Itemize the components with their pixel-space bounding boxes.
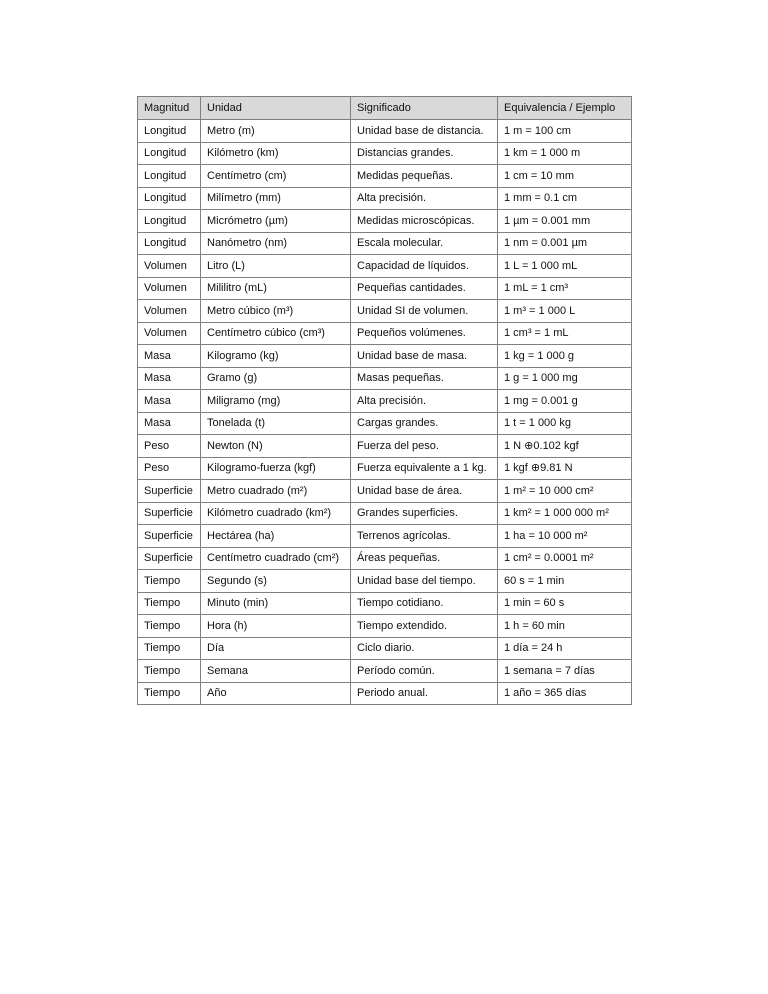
cell-significado: Fuerza equivalente a 1 kg. bbox=[351, 457, 498, 480]
cell-equivalencia: 1 kg = 1 000 g bbox=[498, 345, 632, 368]
cell-magnitud: Tiempo bbox=[138, 592, 201, 615]
table-row bbox=[138, 615, 632, 638]
cell-magnitud: Tiempo bbox=[138, 682, 201, 705]
cell-significado: Terrenos agrícolas. bbox=[351, 525, 498, 548]
cell-unidad: Milímetro (mm) bbox=[201, 187, 351, 210]
cell-significado: Pequeños volúmenes. bbox=[351, 322, 498, 345]
cell-significado: Unidad base de distancia. bbox=[351, 120, 498, 143]
cell-magnitud: Longitud bbox=[138, 120, 201, 143]
table-row bbox=[138, 142, 632, 165]
table-row bbox=[138, 570, 632, 593]
cell-magnitud: Longitud bbox=[138, 232, 201, 255]
cell-equivalencia: 1 mm = 0.1 cm bbox=[498, 187, 632, 210]
cell-equivalencia: 1 h = 60 min bbox=[498, 615, 632, 638]
cell-magnitud: Superficie bbox=[138, 502, 201, 525]
header-magnitud: Magnitud bbox=[138, 97, 201, 120]
cell-equivalencia: 1 año = 365 días bbox=[498, 682, 632, 705]
cell-magnitud: Peso bbox=[138, 457, 201, 480]
header-significado: Significado bbox=[351, 97, 498, 120]
cell-unidad: Kilogramo-fuerza (kgf) bbox=[201, 457, 351, 480]
cell-magnitud: Masa bbox=[138, 390, 201, 413]
cell-significado: Grandes superficies. bbox=[351, 502, 498, 525]
cell-magnitud: Tiempo bbox=[138, 637, 201, 660]
cell-unidad: Minuto (min) bbox=[201, 592, 351, 615]
cell-magnitud: Tiempo bbox=[138, 615, 201, 638]
cell-significado: Tiempo extendido. bbox=[351, 615, 498, 638]
table-row bbox=[138, 345, 632, 368]
cell-significado: Unidad SI de volumen. bbox=[351, 300, 498, 323]
table-row bbox=[138, 547, 632, 570]
table-body bbox=[138, 120, 632, 705]
cell-unidad: Newton (N) bbox=[201, 435, 351, 458]
table-row bbox=[138, 412, 632, 435]
cell-magnitud: Longitud bbox=[138, 187, 201, 210]
cell-unidad: Mililitro (mL) bbox=[201, 277, 351, 300]
table-row bbox=[138, 255, 632, 278]
cell-significado: Masas pequeñas. bbox=[351, 367, 498, 390]
table-row bbox=[138, 277, 632, 300]
table-row bbox=[138, 187, 632, 210]
cell-equivalencia: 1 m² = 10 000 cm² bbox=[498, 480, 632, 503]
table-row bbox=[138, 457, 632, 480]
cell-magnitud: Masa bbox=[138, 345, 201, 368]
cell-magnitud: Superficie bbox=[138, 525, 201, 548]
cell-equivalencia: 1 kgf ⊕9.81 N bbox=[498, 457, 632, 480]
table-row bbox=[138, 435, 632, 458]
cell-magnitud: Longitud bbox=[138, 142, 201, 165]
cell-equivalencia: 1 día = 24 h bbox=[498, 637, 632, 660]
cell-equivalencia: 1 g = 1 000 mg bbox=[498, 367, 632, 390]
cell-significado: Período común. bbox=[351, 660, 498, 683]
cell-equivalencia: 60 s = 1 min bbox=[498, 570, 632, 593]
cell-magnitud: Volumen bbox=[138, 300, 201, 323]
cell-unidad: Metro cuadrado (m²) bbox=[201, 480, 351, 503]
cell-equivalencia: 1 ha = 10 000 m² bbox=[498, 525, 632, 548]
table-row bbox=[138, 525, 632, 548]
cell-unidad: Año bbox=[201, 682, 351, 705]
cell-equivalencia: 1 nm = 0.001 µm bbox=[498, 232, 632, 255]
table-row bbox=[138, 210, 632, 233]
cell-significado: Distancias grandes. bbox=[351, 142, 498, 165]
cell-magnitud: Superficie bbox=[138, 547, 201, 570]
table-row bbox=[138, 120, 632, 143]
table-row bbox=[138, 637, 632, 660]
cell-equivalencia: 1 mL = 1 cm³ bbox=[498, 277, 632, 300]
cell-unidad: Miligramo (mg) bbox=[201, 390, 351, 413]
cell-unidad: Nanómetro (nm) bbox=[201, 232, 351, 255]
table-header bbox=[138, 97, 632, 120]
cell-unidad: Kilogramo (kg) bbox=[201, 345, 351, 368]
cell-unidad: Centímetro cúbico (cm³) bbox=[201, 322, 351, 345]
cell-unidad: Hora (h) bbox=[201, 615, 351, 638]
cell-unidad: Hectárea (ha) bbox=[201, 525, 351, 548]
table-row bbox=[138, 300, 632, 323]
cell-magnitud: Tiempo bbox=[138, 570, 201, 593]
cell-significado: Fuerza del peso. bbox=[351, 435, 498, 458]
cell-equivalencia: 1 m³ = 1 000 L bbox=[498, 300, 632, 323]
cell-equivalencia: 1 cm³ = 1 mL bbox=[498, 322, 632, 345]
cell-significado: Escala molecular. bbox=[351, 232, 498, 255]
cell-equivalencia: 1 mg = 0.001 g bbox=[498, 390, 632, 413]
cell-unidad: Kilómetro cuadrado (km²) bbox=[201, 502, 351, 525]
cell-equivalencia: 1 N ⊕0.102 kgf bbox=[498, 435, 632, 458]
cell-significado: Tiempo cotidiano. bbox=[351, 592, 498, 615]
cell-equivalencia: 1 t = 1 000 kg bbox=[498, 412, 632, 435]
cell-unidad: Kilómetro (km) bbox=[201, 142, 351, 165]
cell-significado: Áreas pequeñas. bbox=[351, 547, 498, 570]
cell-equivalencia: 1 m = 100 cm bbox=[498, 120, 632, 143]
cell-magnitud: Masa bbox=[138, 412, 201, 435]
table-row bbox=[138, 592, 632, 615]
cell-unidad: Centímetro cuadrado (cm²) bbox=[201, 547, 351, 570]
cell-magnitud: Volumen bbox=[138, 255, 201, 278]
table-row bbox=[138, 480, 632, 503]
cell-magnitud: Peso bbox=[138, 435, 201, 458]
table-row bbox=[138, 502, 632, 525]
cell-significado: Pequeñas cantidades. bbox=[351, 277, 498, 300]
cell-magnitud: Volumen bbox=[138, 322, 201, 345]
cell-magnitud: Volumen bbox=[138, 277, 201, 300]
table-row bbox=[138, 322, 632, 345]
header-equivalencia: Equivalencia / Ejemplo bbox=[498, 97, 632, 120]
cell-significado: Medidas pequeñas. bbox=[351, 165, 498, 188]
table-row bbox=[138, 232, 632, 255]
cell-magnitud: Superficie bbox=[138, 480, 201, 503]
cell-magnitud: Longitud bbox=[138, 210, 201, 233]
cell-unidad: Segundo (s) bbox=[201, 570, 351, 593]
cell-significado: Unidad base del tiempo. bbox=[351, 570, 498, 593]
cell-equivalencia: 1 cm² = 0.0001 m² bbox=[498, 547, 632, 570]
table-row bbox=[138, 367, 632, 390]
cell-equivalencia: 1 L = 1 000 mL bbox=[498, 255, 632, 278]
cell-magnitud: Longitud bbox=[138, 165, 201, 188]
table-row bbox=[138, 682, 632, 705]
header-row bbox=[138, 97, 632, 120]
cell-significado: Cargas grandes. bbox=[351, 412, 498, 435]
cell-magnitud: Tiempo bbox=[138, 660, 201, 683]
cell-equivalencia: 1 semana = 7 días bbox=[498, 660, 632, 683]
cell-significado: Medidas microscópicas. bbox=[351, 210, 498, 233]
cell-significado: Alta precisión. bbox=[351, 187, 498, 210]
table-row bbox=[138, 660, 632, 683]
cell-unidad: Micrómetro (µm) bbox=[201, 210, 351, 233]
cell-significado: Periodo anual. bbox=[351, 682, 498, 705]
cell-unidad: Litro (L) bbox=[201, 255, 351, 278]
table-row bbox=[138, 390, 632, 413]
cell-magnitud: Masa bbox=[138, 367, 201, 390]
cell-unidad: Metro (m) bbox=[201, 120, 351, 143]
cell-unidad: Gramo (g) bbox=[201, 367, 351, 390]
cell-significado: Capacidad de líquidos. bbox=[351, 255, 498, 278]
cell-unidad: Centímetro (cm) bbox=[201, 165, 351, 188]
cell-unidad: Tonelada (t) bbox=[201, 412, 351, 435]
cell-equivalencia: 1 km² = 1 000 000 m² bbox=[498, 502, 632, 525]
cell-equivalencia: 1 km = 1 000 m bbox=[498, 142, 632, 165]
cell-significado: Unidad base de masa. bbox=[351, 345, 498, 368]
cell-significado: Alta precisión. bbox=[351, 390, 498, 413]
cell-equivalencia: 1 min = 60 s bbox=[498, 592, 632, 615]
cell-unidad: Semana bbox=[201, 660, 351, 683]
header-unidad: Unidad bbox=[201, 97, 351, 120]
cell-equivalencia: 1 cm = 10 mm bbox=[498, 165, 632, 188]
cell-equivalencia: 1 µm = 0.001 mm bbox=[498, 210, 632, 233]
table-row bbox=[138, 165, 632, 188]
cell-unidad: Día bbox=[201, 637, 351, 660]
cell-significado: Unidad base de área. bbox=[351, 480, 498, 503]
units-table bbox=[137, 96, 632, 705]
cell-significado: Ciclo diario. bbox=[351, 637, 498, 660]
cell-unidad: Metro cúbico (m³) bbox=[201, 300, 351, 323]
